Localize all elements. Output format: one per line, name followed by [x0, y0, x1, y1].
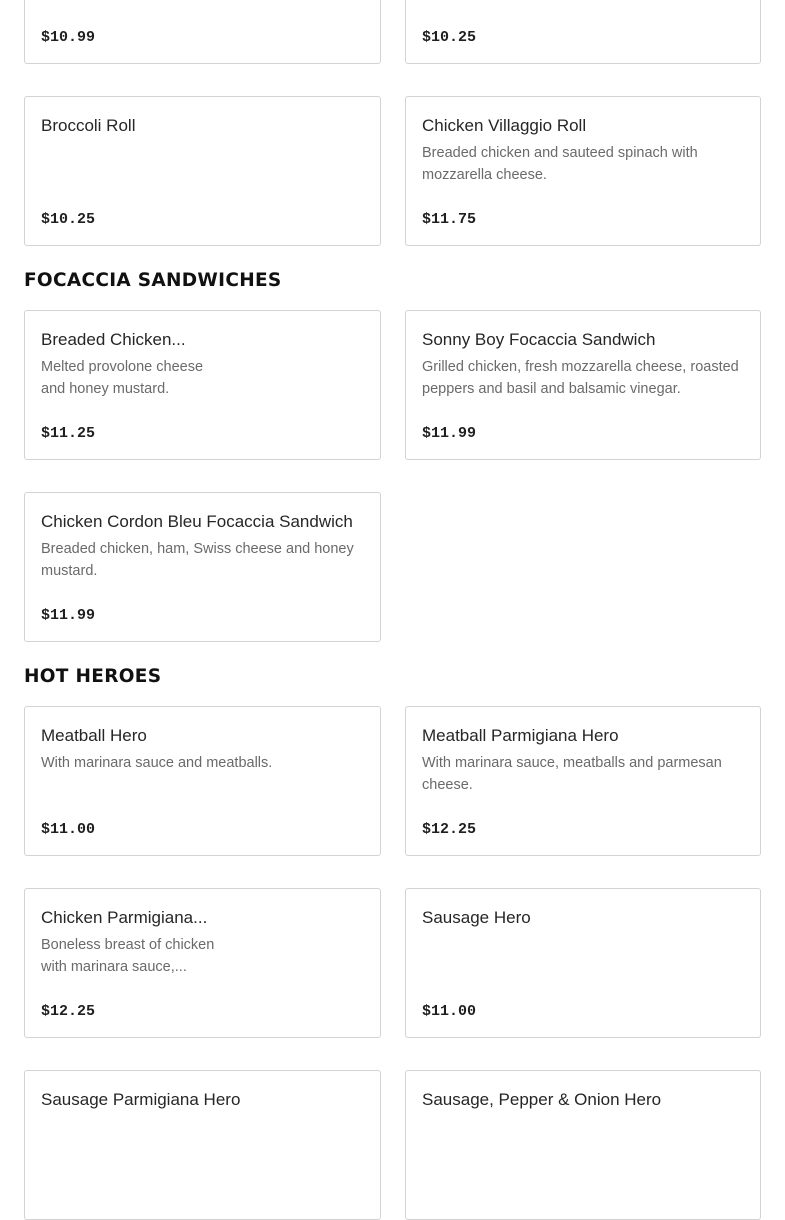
menu-item-card-sonny-boy-focaccia[interactable]	[405, 310, 761, 460]
menu-item-price: $12.25	[422, 821, 477, 838]
menu-item-description: With marinara sauce and meatballs.	[41, 755, 273, 771]
menu-item-card-broccoli-roll[interactable]	[24, 96, 381, 246]
menu-item-price: $10.25	[41, 211, 96, 228]
menu-item-card[interactable]	[24, 0, 381, 64]
menu-item-price: $11.00	[41, 821, 96, 838]
menu-item-price: $11.00	[422, 1003, 477, 1020]
menu-item-price: $10.99	[41, 29, 96, 46]
menu-item-card-meatball-hero[interactable]	[24, 706, 381, 856]
menu-item-name: Meatball Parmigiana Hero	[422, 726, 619, 745]
menu-item-name: Chicken Parmigiana...	[41, 908, 208, 927]
menu-item-price: $11.25	[41, 425, 96, 442]
menu-item-name: Meatball Hero	[41, 726, 147, 745]
menu-item-name: Sausage Parmigiana Hero	[41, 1090, 241, 1109]
menu-item-name: Sausage, Pepper & Onion Hero	[422, 1090, 662, 1109]
menu-item-card-sausage-parmigiana-hero[interactable]	[24, 1070, 381, 1220]
menu-item-name: Breaded Chicken...	[41, 330, 186, 349]
menu-item-price: $11.99	[422, 425, 477, 442]
menu-item-description: Breaded chicken, ham, Swiss cheese and honey mustard.	[41, 541, 354, 579]
menu-item-card-meatball-parmigiana-hero[interactable]	[405, 706, 761, 856]
menu-item-description: Breaded chicken and sauteed spinach with mozzarella cheese.	[422, 145, 698, 183]
menu-item-card-sausage-hero[interactable]	[405, 888, 761, 1038]
menu-item-price: $11.99	[41, 607, 96, 624]
menu-item-price: $12.25	[41, 1003, 96, 1020]
menu-item-name: Broccoli Roll	[41, 116, 136, 135]
section-title-hot-heroes: HOT HEROES	[24, 666, 162, 687]
menu-item-price: $11.75	[422, 211, 477, 228]
menu-item-card-breaded-chicken[interactable]	[24, 310, 381, 460]
menu-item-card-chicken-cordon-bleu-focaccia[interactable]	[24, 492, 381, 642]
menu-item-card[interactable]	[405, 0, 761, 64]
menu-item-card-chicken-villaggio-roll[interactable]	[405, 96, 761, 246]
menu-item-description: Boneless breast of chicken with marinara sauce,...	[41, 937, 215, 975]
menu-item-card-sausage-pepper-onion-hero[interactable]	[405, 1070, 761, 1220]
menu-item-name: Sausage Hero	[422, 908, 531, 927]
menu-item-name: Chicken Cordon Bleu Focaccia Sandwich	[41, 512, 353, 531]
menu-item-card-chicken-parmigiana[interactable]	[24, 888, 381, 1038]
menu-item-name: Sonny Boy Focaccia Sandwich	[422, 330, 656, 349]
menu-item-name: Chicken Villaggio Roll	[422, 116, 587, 135]
menu-item-price: $10.25	[422, 29, 477, 46]
section-title-focaccia-sandwiches: FOCACCIA SANDWICHES	[24, 270, 282, 291]
menu-item-description: With marinara sauce, meatballs and parmesan cheese.	[422, 755, 722, 793]
menu-item-description: Grilled chicken, fresh mozzarella cheese, roasted peppers and basil and balsamic vinegar.	[422, 359, 739, 397]
menu-item-description: Melted provolone cheese and honey mustard.	[41, 359, 204, 397]
